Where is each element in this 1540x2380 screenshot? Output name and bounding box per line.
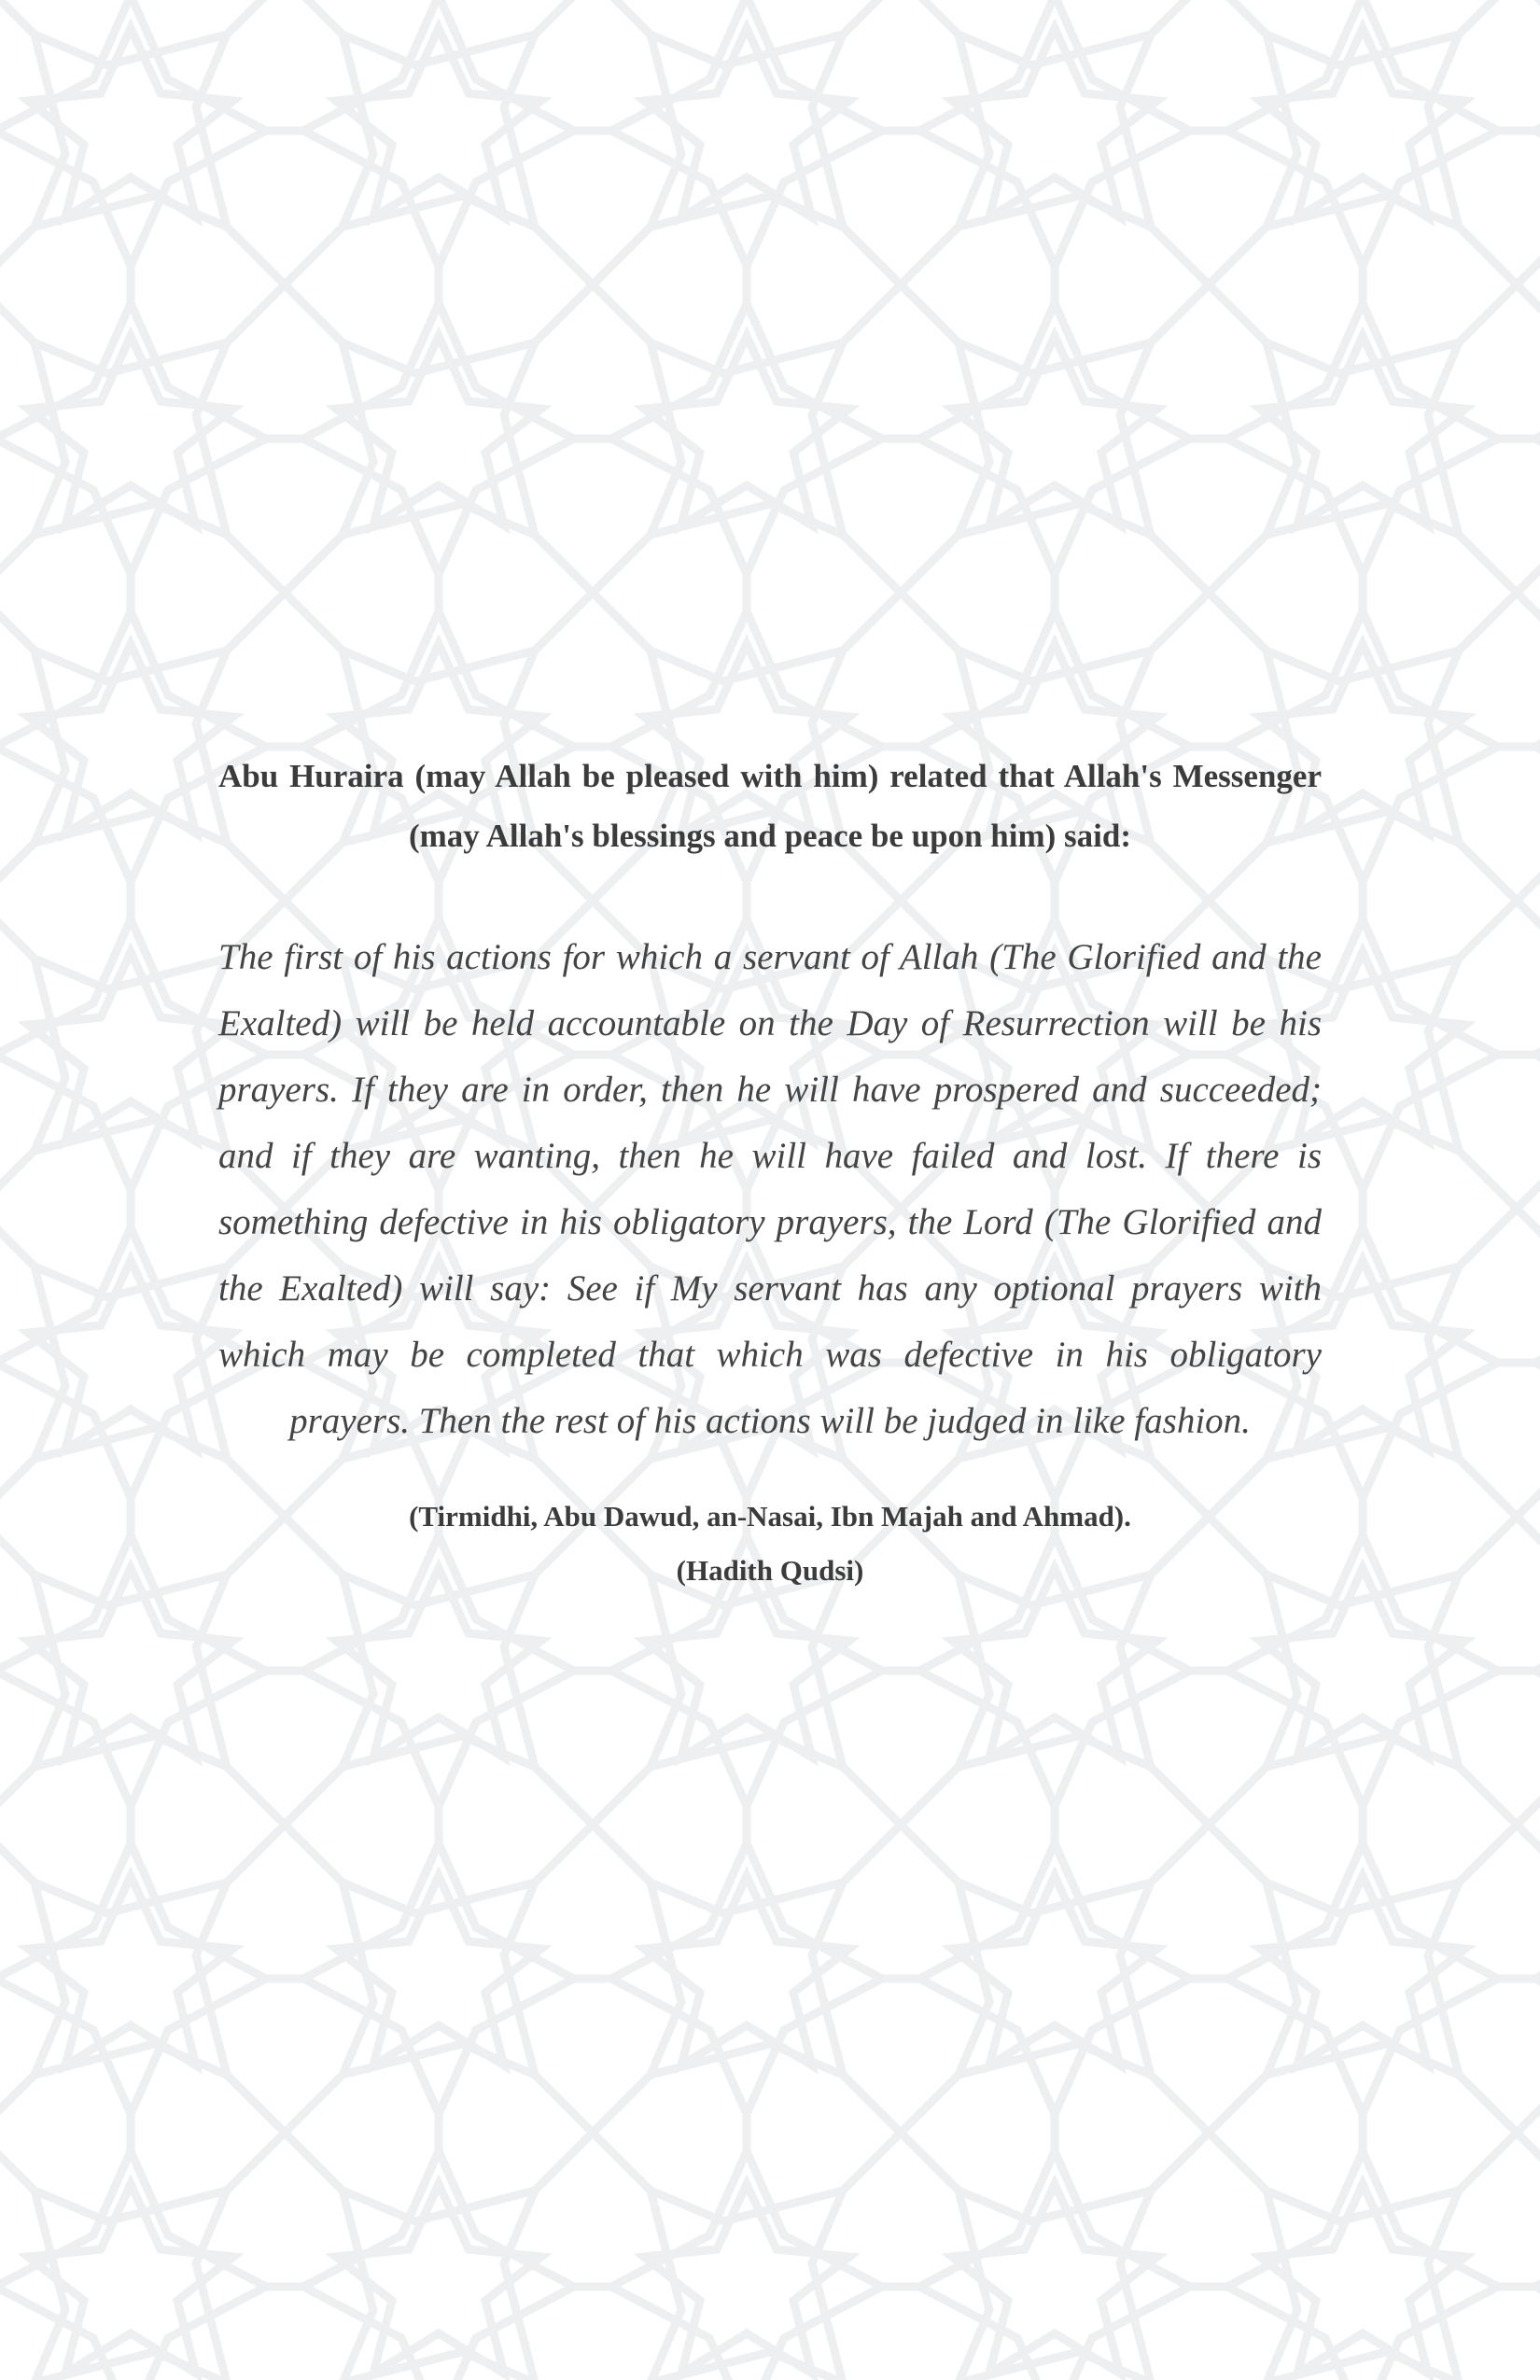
source-citation: (Tirmidhi, Abu Dawud, an-Nasai, Ibn Majah and Ahmad). (409, 1500, 1131, 1533)
hadith-page (218, 747, 1322, 1598)
narrator-intro: Abu Huraira (may Allah be pleased with him) related that Allah's Messenger (may Allah's blessings and peace be upon him) said: (218, 758, 1322, 854)
collection-label: (Hadith Qudsi) (676, 1554, 864, 1587)
citation-block (218, 1490, 1322, 1598)
hadith-text: The first of his actions for which a servant of Allah (The Glorified and the Exalted) will be held accountable on the Day of Resurrection will be his prayers. If they are in order, then he will have prospered and succeeded; and if they are wanting, then he will have failed and lost. If there is something defective in his obligatory prayers, the Lord (The Glorified and the Exalted) will say: See if My servant has any optional prayers with which may be completed that which was defective in his obligatory prayers. Then the rest of his actions will be judged in like fashion. (218, 937, 1322, 1441)
